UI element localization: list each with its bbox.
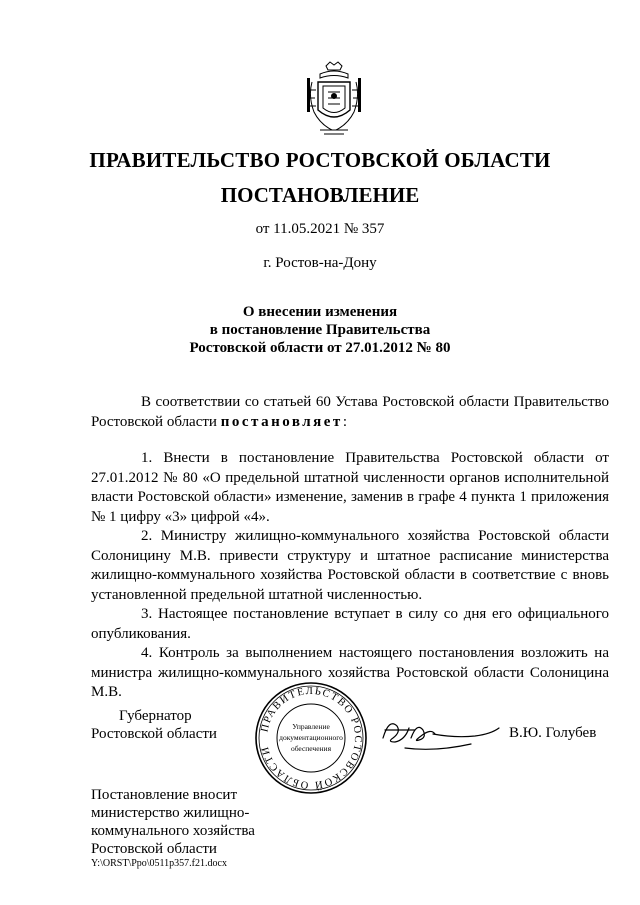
preamble — [91, 393, 609, 432]
clause-3: 3. Настоящее постановление вступает в силу со дня его официального опубликования. — [91, 606, 609, 642]
resolves-word: постановляет — [220, 413, 343, 430]
city: г. Ростов-на-Дону — [263, 255, 377, 271]
date-and-number: от 11.05.2021 № 357 — [255, 221, 385, 237]
signatory-name: В.Ю. Голубев — [509, 725, 597, 741]
clause-4: 4. Контроль за выполнением настоящего постановления возложить на министра жилищно-коммунального хозяйства Ростовской области Солоницина М.В. — [91, 645, 609, 700]
subject-line: в постановление Правительства — [209, 322, 431, 338]
introduced-by-line: коммунального хозяйства — [91, 823, 255, 839]
introduced-by-line: министерство жилищно- — [91, 805, 250, 821]
government-name: ПРАВИТЕЛЬСТВО РОСТОВСКОЙ ОБЛАСТИ — [89, 148, 551, 172]
subject-line: Ростовской области от 27.01.2012 № 80 — [189, 340, 451, 356]
clause-1: 1. Внести в постановление Правительства Ростовской области от 27.01.2012 № 80 «О предельной штатной численности органов исполнительной власти Ростовской области» изменение, заменив в графе 4 пункта 1 приложения № 1 цифру «3» цифрой «4». — [91, 450, 609, 525]
seal-inner-line: документационного — [279, 733, 343, 742]
introduced-by-line: Постановление вносит — [91, 787, 238, 803]
file-path: Y:\ORST\Ppo\0511p357.f21.docx — [91, 858, 227, 869]
document-type: ПОСТАНОВЛЕНИЕ — [220, 183, 420, 207]
document-body — [91, 393, 609, 703]
clause-2: 2. Министру жилищно-коммунального хозяйства Ростовской области Солоницину М.В. привести структуру и штатное расписание министерства жилищно-коммунального хозяйства Ростовской области в соответствие с вновь установленной предельной штатной численностью. — [91, 528, 609, 603]
seal-inner-line: обеспечения — [290, 744, 332, 753]
introduced-by-line: Ростовской области — [91, 841, 217, 857]
subject-line: О внесении изменения — [242, 304, 398, 320]
resolves-colon: : — [342, 413, 347, 430]
official-seal — [254, 681, 368, 795]
seal-ring-text: ПРАВИТЕЛЬСТВО РОСТОВСКОЙ ОБЛАСТИ — [259, 685, 364, 791]
introduced-by — [91, 786, 255, 858]
signatory-title — [91, 707, 217, 743]
handwritten-signature — [375, 708, 505, 756]
document-subject — [0, 303, 640, 357]
seal-inner-line: Управление — [292, 722, 330, 731]
coat-of-arms-icon — [306, 60, 362, 138]
preamble-text: В соответствии со статьей 60 Устава Ростовской области Правительство Ростовской области — [91, 394, 609, 430]
signatory-title-line: Губернатор — [119, 708, 192, 724]
signatory-title-line: Ростовской области — [91, 726, 217, 742]
